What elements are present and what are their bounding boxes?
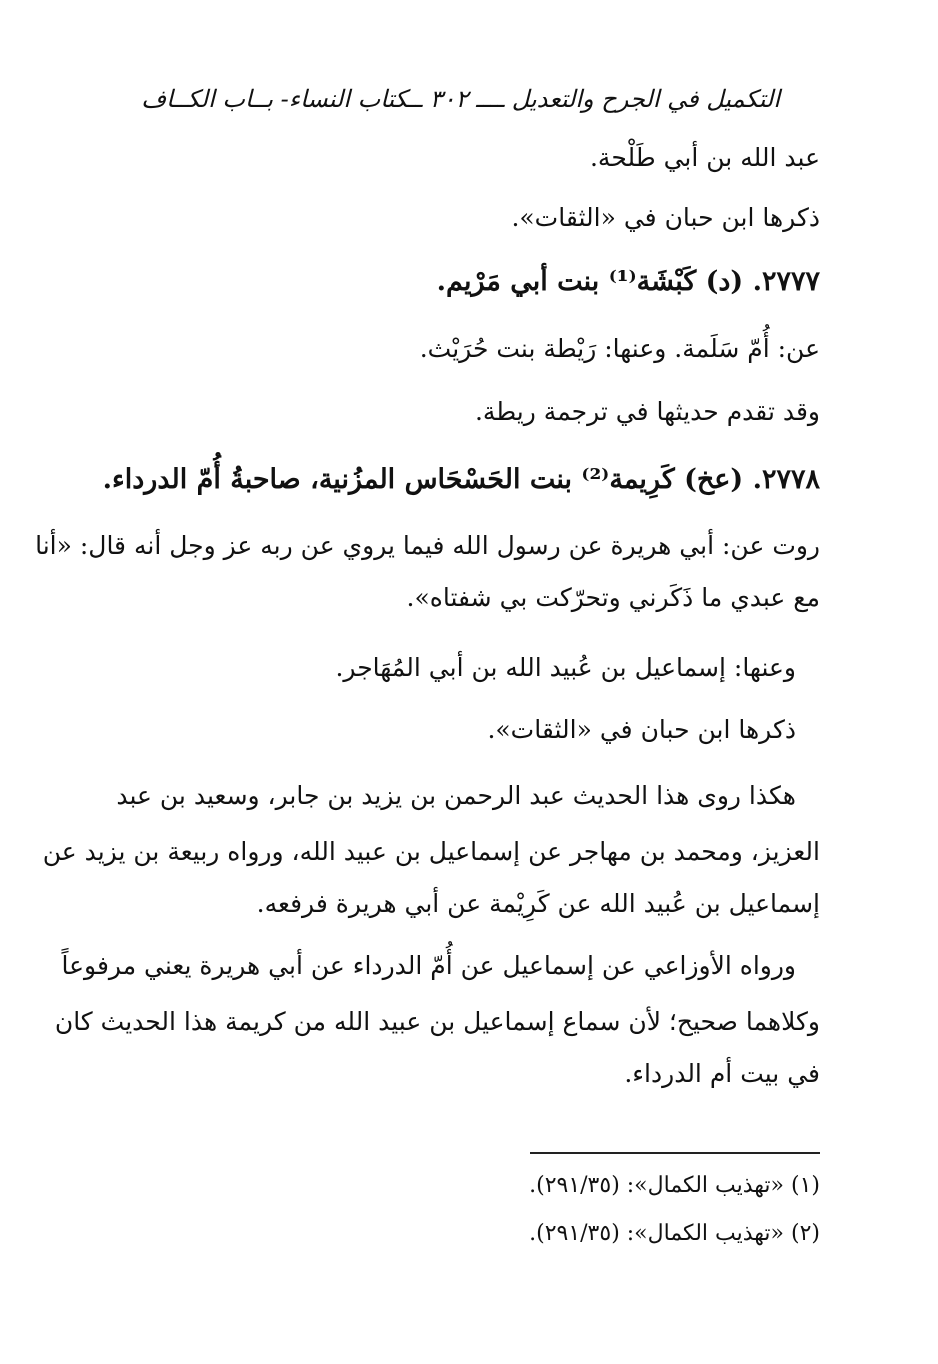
footnote-divider	[530, 1152, 820, 1154]
footnote: (١) «تهذيب الكمال»: (٢٩١/٣٥).	[529, 1173, 820, 1198]
entry-heading-2777: ٢٧٧٧. (د) كَبْشَة⁽¹⁾ بنت أبي مَرْيم.	[436, 266, 820, 297]
text-line: وقد تقدم حديثها في ترجمة ريطة.	[474, 397, 820, 426]
text-line: وعنها: إسماعيل بن عُبيد الله بن أبي المُهَاجر.	[335, 653, 796, 682]
footnote: (٢) «تهذيب الكمال»: (٢٩١/٣٥).	[529, 1221, 820, 1246]
text-line: عن: أُمّ سَلَمة. وعنها: رَيْطة بنت حُرَيْث.	[419, 334, 820, 363]
text-line: وكلاهما صحيح؛ لأن سماع إسماعيل بن عبيد الله من كريمة هذا الحديث كان	[54, 1007, 820, 1036]
running-header: التكميل في الجرح والتعديل ــــ ٣٠٢ ــكتاب النساء- بــاب الكــاف	[141, 85, 780, 113]
text-line: في بيت أم الدرداء.	[624, 1059, 820, 1088]
text-line: ورواه الأوزاعي عن إسماعيل عن أُمّ الدرداء عن أبي هريرة يعني مرفوعاً	[61, 951, 796, 980]
text-line: هكذا روى هذا الحديث عبد الرحمن بن يزيد بن جابر، وسعيد بن عبد	[116, 781, 796, 810]
text-line: ذكرها ابن حبان في «الثقات».	[487, 715, 796, 744]
text-line: إسماعيل بن عُبيد الله عن كَرِيْمة عن أبي هريرة فرفعه.	[256, 889, 820, 918]
text-line: ذكرها ابن حبان في «الثقات».	[511, 203, 820, 232]
text-line: روت عن: أبي هريرة عن رسول الله فيما يروي عن ربه عز وجل أنه قال: «أنا	[35, 531, 820, 560]
text-line: عبد الله بن أبي طَلْحة.	[589, 143, 820, 172]
text-line: مع عبدي ما ذَكَرني وتحرّكت بي شفتاه».	[406, 583, 820, 612]
entry-heading-2778: ٢٧٧٨. (عخ) كَرِيمة⁽²⁾ بنت الحَسْحَاس المزُنية، صاحبةُ أُمّ الدرداء.	[102, 464, 820, 495]
text-line: العزيز، ومحمد بن مهاجر عن إسماعيل بن عبيد الله، ورواه ربيعة بن يزيد عن	[42, 837, 820, 866]
